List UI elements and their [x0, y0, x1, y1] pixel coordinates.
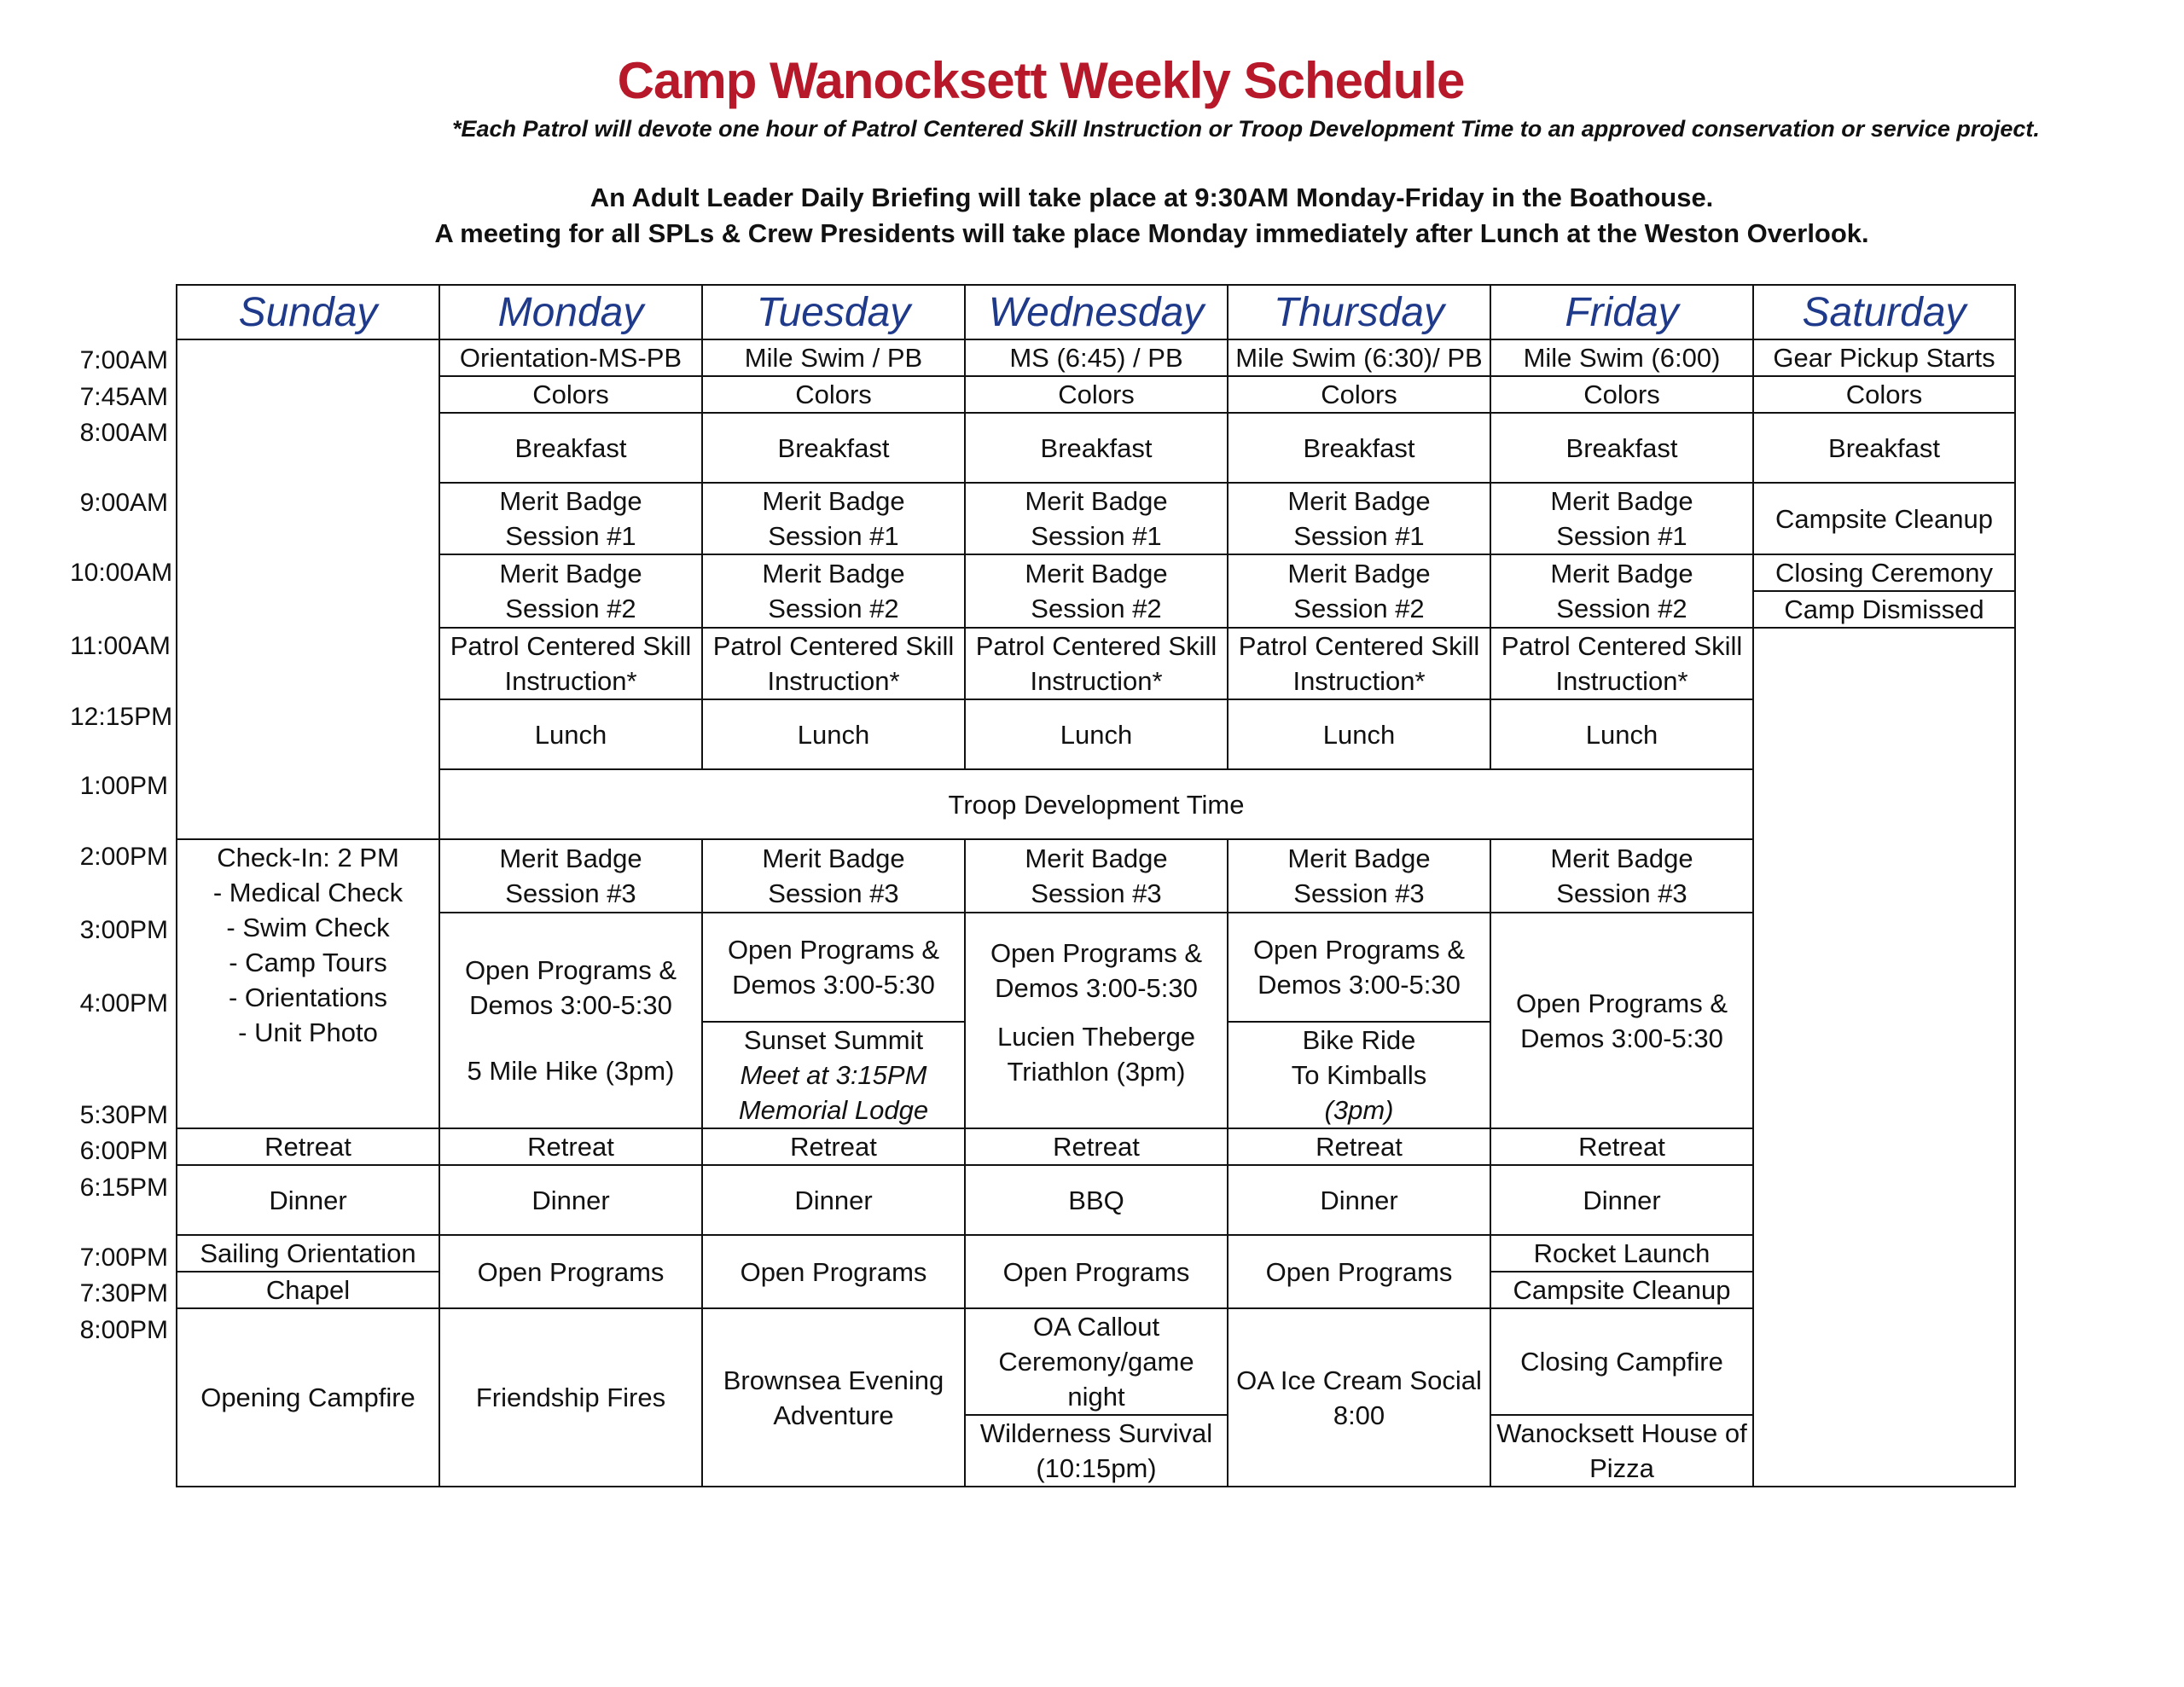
saturday-empty-afternoon [1753, 628, 2015, 1487]
schedule-cell: Orientation-MS-PB [439, 339, 702, 376]
schedule-cell: OA Ice Cream Social 8:00 [1228, 1308, 1490, 1487]
schedule-cell: Retreat [177, 1128, 439, 1165]
time-label: 9:00AM [79, 489, 168, 517]
day-header-thursday: Thursday [1228, 285, 1490, 339]
schedule-cell: Colors [965, 376, 1228, 413]
thursday-bike-ride-cell: Bike Ride To Kimballs (3pm) [1228, 1022, 1490, 1128]
schedule-cell: Dinner [1490, 1165, 1753, 1235]
schedule-cell: Breakfast [439, 413, 702, 483]
time-label: 7:45AM [79, 383, 168, 411]
time-label: 8:00PM [79, 1316, 168, 1344]
schedule-cell: Patrol Centered Skill Instruction* [1228, 628, 1490, 699]
monday-open-programs-cell: Open Programs & Demos 3:00-5:30 5 Mile Hike (3pm) [439, 913, 702, 1128]
schedule-cell: Colors [1228, 376, 1490, 413]
time-label: 4:00PM [79, 989, 168, 1017]
schedule-cell: Open Programs [965, 1235, 1228, 1308]
schedule-cell: Lunch [439, 699, 702, 769]
schedule-cell: Dinner [177, 1165, 439, 1235]
wednesday-open-programs-cell: Open Programs & Demos 3:00-5:30 Lucien Theberge Triathlon (3pm) [965, 913, 1228, 1128]
tuesday-sunset-summit-cell: Sunset Summit Meet at 3:15PM Memorial Lodge [702, 1022, 965, 1128]
friday-open-programs-cell: Open Programs & Demos 3:00-5:30 [1490, 913, 1753, 1128]
day-header-tuesday: Tuesday [702, 285, 965, 339]
time-label: 7:30PM [79, 1279, 168, 1307]
schedule-cell: Open Programs [1228, 1235, 1490, 1308]
schedule-cell: Closing Ceremony [1753, 554, 2015, 591]
time-label: 2:00PM [79, 843, 168, 871]
schedule-cell: Dinner [439, 1165, 702, 1235]
schedule-cell: Merit Badge Session #1 [965, 483, 1228, 554]
schedule-cell: Retreat [1490, 1128, 1753, 1165]
page-title: Camp Wanocksett Weekly Schedule [617, 52, 1465, 109]
day-header-wednesday: Wednesday [965, 285, 1228, 339]
schedule-cell: Open Programs & Demos 3:00-5:30 [1228, 913, 1490, 1022]
schedule-cell: Colors [702, 376, 965, 413]
time-label: 3:00PM [79, 916, 168, 944]
schedule-cell: Merit Badge Session #3 [965, 839, 1228, 913]
schedule-cell: Colors [1490, 376, 1753, 413]
schedule-cell: MS (6:45) / PB [965, 339, 1228, 376]
meeting-notice: A meeting for all SPLs & Crew Presidents will take place Monday immediately after Lunch at the Weston Overlook. [434, 218, 1869, 248]
schedule-cell: Lunch [702, 699, 965, 769]
schedule-cell: Breakfast [965, 413, 1228, 483]
schedule-cell: Merit Badge Session #2 [702, 554, 965, 628]
schedule-cell: Merit Badge Session #1 [1490, 483, 1753, 554]
time-label: 8:00AM [79, 419, 168, 447]
time-label: 6:00PM [79, 1137, 168, 1165]
schedule-cell: Merit Badge Session #1 [1228, 483, 1490, 554]
schedule-cell: Closing Campfire [1490, 1308, 1753, 1415]
schedule-cell: Merit Badge Session #1 [702, 483, 965, 554]
schedule-cell: Breakfast [1228, 413, 1490, 483]
schedule-cell: Merit Badge Session #3 [439, 839, 702, 913]
schedule-cell: Mile Swim (6:30)/ PB [1228, 339, 1490, 376]
schedule-cell: Wanocksett House of Pizza [1490, 1415, 1753, 1487]
day-header-monday: Monday [439, 285, 702, 339]
schedule-cell: Campsite Cleanup [1490, 1272, 1753, 1308]
schedule-table [176, 284, 2016, 1487]
troop-development-cell: Troop Development Time [439, 769, 1753, 839]
schedule-cell: Merit Badge Session #2 [1228, 554, 1490, 628]
time-label: 12:15PM [70, 703, 173, 731]
schedule-cell: Breakfast [1490, 413, 1753, 483]
schedule-cell: Retreat [439, 1128, 702, 1165]
schedule-cell: Open Programs [439, 1235, 702, 1308]
schedule-cell: Breakfast [702, 413, 965, 483]
briefing-notice: An Adult Leader Daily Briefing will take place at 9:30AM Monday-Friday in the Boathouse. [590, 183, 1714, 212]
schedule-cell: Patrol Centered Skill Instruction* [439, 628, 702, 699]
schedule-cell: Open Programs & Demos 3:00-5:30 [702, 913, 965, 1022]
schedule-cell: Patrol Centered Skill Instruction* [702, 628, 965, 699]
schedule-cell: Merit Badge Session #2 [1490, 554, 1753, 628]
day-header-friday: Friday [1490, 285, 1753, 339]
time-label: 11:00AM [70, 632, 171, 660]
schedule-cell: Merit Badge Session #3 [1228, 839, 1490, 913]
schedule-cell: Wilderness Survival (10:15pm) [965, 1415, 1228, 1487]
schedule-cell: OA Callout Ceremony/game night [965, 1308, 1228, 1415]
project-note: *Each Patrol will devote one hour of Patrol Centered Skill Instruction or Troop Development Time to an approved conservation or service project. [452, 116, 2040, 142]
schedule-cell: Dinner [702, 1165, 965, 1235]
schedule-cell: Breakfast [1753, 413, 2015, 483]
time-label: 7:00AM [79, 346, 168, 374]
day-header-sunday: Sunday [177, 285, 439, 339]
time-label: 1:00PM [79, 772, 168, 800]
time-label: 10:00AM [70, 559, 173, 587]
schedule-cell: Gear Pickup Starts [1753, 339, 2015, 376]
time-label: 7:00PM [79, 1244, 168, 1272]
schedule-cell: Retreat [1228, 1128, 1490, 1165]
schedule-cell: Colors [1753, 376, 2015, 413]
schedule-cell: Colors [439, 376, 702, 413]
schedule-cell: Patrol Centered Skill Instruction* [965, 628, 1228, 699]
schedule-cell: Chapel [177, 1272, 439, 1308]
sunday-empty-morning [177, 339, 439, 839]
schedule-cell: Opening Campfire [177, 1308, 439, 1487]
schedule-cell: Lunch [965, 699, 1228, 769]
schedule-cell: Retreat [702, 1128, 965, 1165]
time-label: 5:30PM [79, 1101, 168, 1129]
schedule-cell: Mile Swim / PB [702, 339, 965, 376]
schedule-cell: Friendship Fires [439, 1308, 702, 1487]
schedule-cell: Merit Badge Session #3 [702, 839, 965, 913]
time-label: 6:15PM [79, 1174, 168, 1202]
schedule-cell: Dinner [1228, 1165, 1490, 1235]
schedule-cell: Sailing Orientation [177, 1235, 439, 1272]
schedule-cell: Merit Badge Session #3 [1490, 839, 1753, 913]
schedule-cell: Lunch [1228, 699, 1490, 769]
schedule-cell: Mile Swim (6:00) [1490, 339, 1753, 376]
schedule-cell: Merit Badge Session #1 [439, 483, 702, 554]
schedule-cell: BBQ [965, 1165, 1228, 1235]
schedule-cell: Merit Badge Session #2 [965, 554, 1228, 628]
schedule-cell: Campsite Cleanup [1753, 483, 2015, 554]
schedule-cell: Brownsea Evening Adventure [702, 1308, 965, 1487]
schedule-cell: Lunch [1490, 699, 1753, 769]
sunday-checkin-cell: Check-In: 2 PM - Medical Check - Swim Check - Camp Tours - Orientations - Unit Photo [177, 839, 439, 1128]
schedule-cell: Patrol Centered Skill Instruction* [1490, 628, 1753, 699]
schedule-cell: Rocket Launch [1490, 1235, 1753, 1272]
schedule-cell: Retreat [965, 1128, 1228, 1165]
schedule-cell: Camp Dismissed [1753, 591, 2015, 628]
schedule-cell: Open Programs [702, 1235, 965, 1308]
day-header-saturday: Saturday [1753, 285, 2015, 339]
schedule-cell: Merit Badge Session #2 [439, 554, 702, 628]
